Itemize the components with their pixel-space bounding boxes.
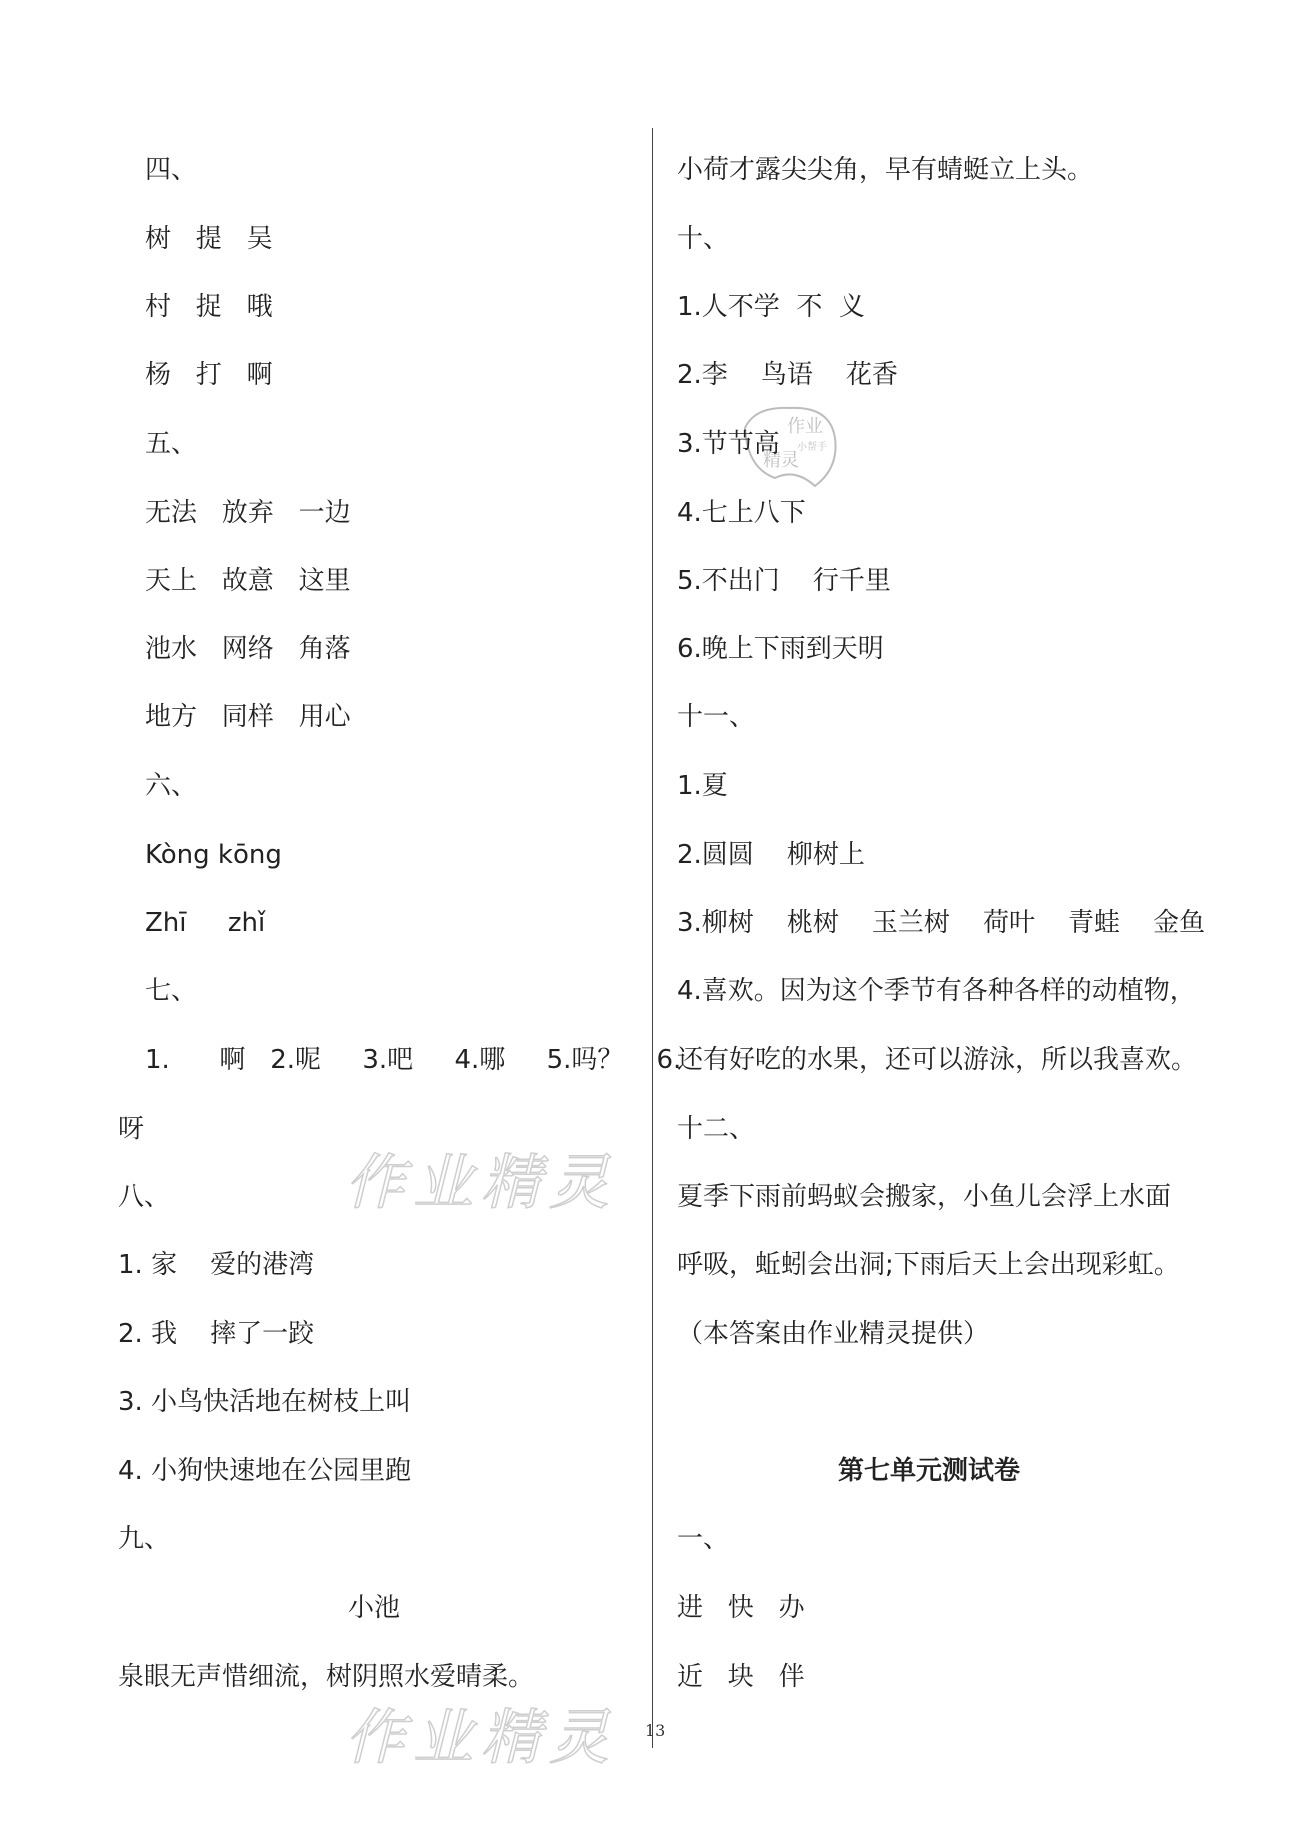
right-line-8: 6.晚上下雨到天明: [677, 634, 884, 664]
right-line-22: 近 块 伴: [677, 1662, 805, 1692]
left-line-21: 九、: [118, 1524, 171, 1554]
poem-title: 小池: [348, 1593, 401, 1623]
right-line-14: 还有好吃的水果，还可以游泳，所以我喜欢。: [677, 1045, 1198, 1075]
right-line-12: 3.柳树 桃树 玉兰树 荷叶 青蛙 金鱼: [677, 908, 1206, 938]
page-number: 13: [645, 1721, 666, 1740]
left-line-8: 池水 网络 角落: [145, 634, 351, 664]
right-line-10: 1.夏: [677, 771, 728, 801]
right-line-9: 十一、: [677, 702, 756, 732]
right-line-1: 小荷才露尖尖角，早有蜻蜓立上头。: [677, 155, 1094, 185]
left-line-12: Zhī zhǐ: [145, 908, 266, 938]
left-line-5: 五、: [145, 429, 198, 459]
right-line-18: （本答案由作业精灵提供）: [677, 1319, 990, 1349]
right-line-15: 十二、: [677, 1114, 756, 1144]
watermark-bottom: 作业精灵: [345, 1703, 617, 1773]
svg-text:作业: 作业: [787, 416, 823, 437]
right-line-21: 进 快 办: [677, 1593, 805, 1623]
left-line-18: 2. 我 摔了一跤: [118, 1319, 315, 1349]
left-line-15: 呀: [118, 1114, 145, 1144]
left-line-1: 四、: [145, 155, 198, 185]
left-line-20: 4. 小狗快速地在公园里跑: [118, 1456, 412, 1486]
left-line-2: 树 提 吴: [145, 224, 273, 254]
right-line-2: 十、: [677, 224, 730, 254]
right-line-6: 4.七上八下: [677, 498, 806, 528]
right-line-11: 2.圆圆 柳树上: [677, 840, 865, 870]
right-line-3: 1.人不学 不 义: [677, 292, 865, 322]
left-line-10: 六、: [145, 771, 198, 801]
left-line-4: 杨 打 啊: [145, 360, 273, 390]
right-line-13: 4.喜欢。因为这个季节有各种各样的动植物，: [677, 976, 1196, 1006]
left-line-17: 1. 家 爱的港湾: [118, 1250, 315, 1280]
column-divider: [652, 128, 653, 1748]
section-title: 第七单元测试卷: [838, 1456, 1021, 1486]
right-line-20: 一、: [677, 1524, 730, 1554]
left-line-19: 3. 小鸟快活地在树枝上叫: [118, 1387, 412, 1417]
left-line-14: 1. 啊 2.呢 3.吧 4.哪 5.吗？ 6.: [145, 1045, 682, 1075]
right-line-16: 夏季下雨前蚂蚁会搬家，小鱼儿会浮上水面: [677, 1182, 1172, 1212]
left-line-3: 村 捉 哦: [145, 292, 273, 322]
left-line-11: Kòng kōng: [145, 840, 282, 870]
watermark-middle: 作业精灵: [345, 1148, 617, 1218]
left-line-9: 地方 同样 用心: [145, 702, 351, 732]
right-line-5: 3.节节高: [677, 429, 780, 459]
svg-text:小帮手: 小帮手: [797, 442, 827, 453]
left-line-16: 八、: [118, 1182, 171, 1212]
right-line-4: 2.李 鸟语 花香: [677, 360, 898, 390]
right-line-7: 5.不出门 行千里: [677, 566, 891, 596]
svg-text:精灵: 精灵: [763, 450, 799, 471]
right-line-17: 呼吸，蚯蚓会出洞;下雨后天上会出现彩虹。: [677, 1250, 1180, 1280]
left-line-13: 七、: [145, 976, 198, 1006]
left-line-23: 泉眼无声惜细流，树阴照水爱晴柔。: [118, 1662, 535, 1692]
left-line-7: 天上 故意 这里: [145, 566, 351, 596]
left-line-6: 无法 放弃 一边: [145, 498, 351, 528]
